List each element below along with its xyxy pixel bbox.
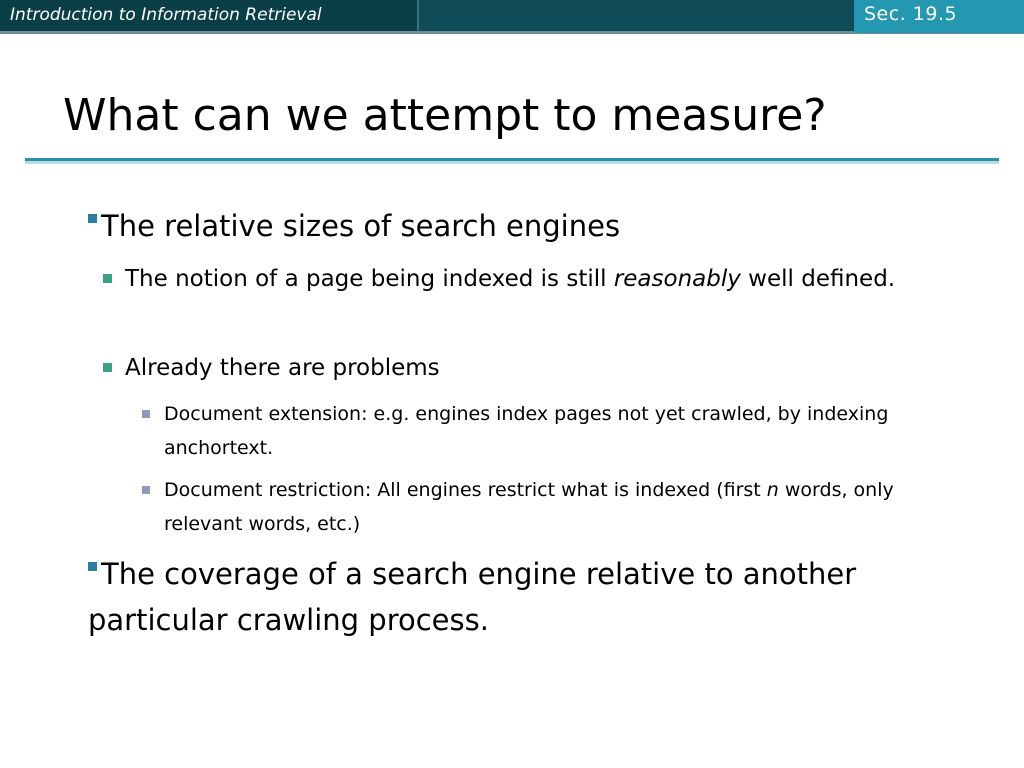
bullet-text: Already there are problems xyxy=(125,355,440,381)
bullet-level2 xyxy=(125,259,935,300)
bullet-text: The relative sizes of search engines xyxy=(101,209,621,243)
square-bullet-icon xyxy=(103,274,112,283)
bullet-level1 xyxy=(88,551,968,643)
bullet-text: words, only relevant words, etc.) xyxy=(164,479,894,535)
bullet-italic-text: n xyxy=(766,479,779,501)
slide-title: What can we attempt to measure? xyxy=(63,90,827,141)
bullet-text: The coverage of a search engine relative to another particular crawling process. xyxy=(88,557,857,637)
bullet-text: The notion of a page being indexed is still xyxy=(125,266,614,292)
bullet-level3 xyxy=(164,473,944,541)
bullet-text: Document restriction: All engines restrict what is indexed (first xyxy=(164,479,767,501)
square-bullet-icon xyxy=(88,562,97,571)
square-bullet-icon xyxy=(88,214,97,223)
section-badge xyxy=(854,0,1024,33)
square-bullet-icon xyxy=(142,410,150,418)
title-underline-shadow xyxy=(25,161,999,164)
section-label: Sec. 19.5 xyxy=(864,3,958,25)
bullet-text: well defined. xyxy=(740,266,896,292)
course-title: Introduction to Information Retrieval xyxy=(10,5,322,25)
header-bar xyxy=(0,0,1024,34)
square-bullet-icon xyxy=(103,363,112,372)
header-divider xyxy=(417,0,419,34)
bullet-italic-text: reasonably xyxy=(613,266,741,292)
square-bullet-icon xyxy=(142,486,150,494)
bullet-level1 xyxy=(88,203,968,249)
bullet-level3 xyxy=(164,397,944,465)
bullet-level2 xyxy=(125,348,935,389)
bullet-text: Document extension: e.g. engines index pages not yet crawled, by indexing anchortext. xyxy=(164,403,889,459)
